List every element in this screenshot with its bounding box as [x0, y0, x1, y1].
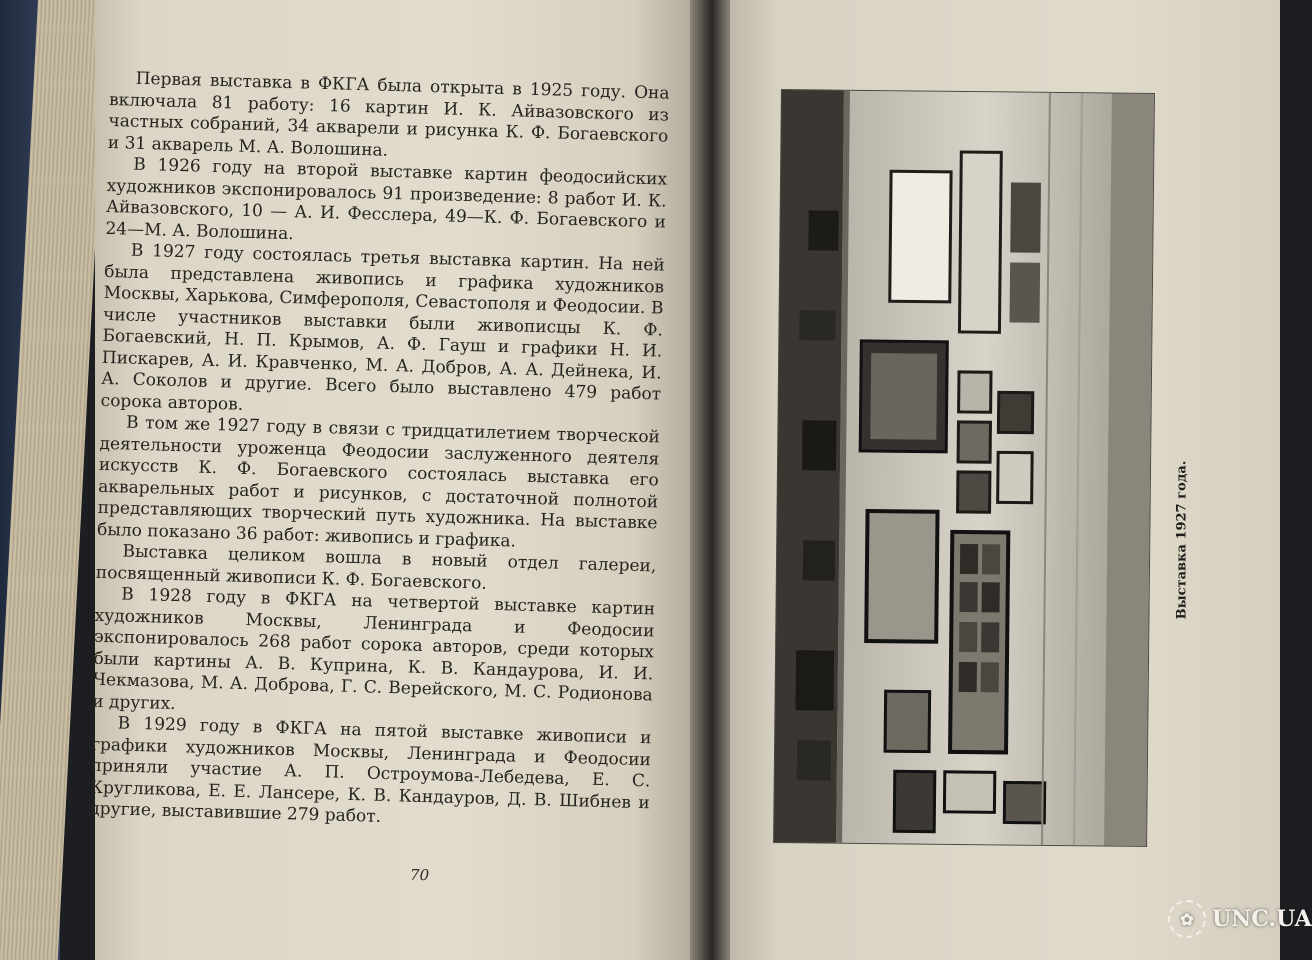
photo-caption: Выставка 1927 года. [1174, 460, 1190, 620]
paragraph-1: Первая выставка в ФКГА была открыта в 1925 году. Она включала 81 работу: 16 картин И. К. Айвазовского из частных собраний, 34 акварели и рисунка К. Ф. Богаевского и 31 акварель М. А. Волошина. [107, 68, 670, 161]
paragraph-6: В 1928 году в ФКГА на четвертой выставке картин художников Москвы, Ленинграда и Феодосии экспонировалось 268 работ сорока авторов, среди которых были картины А. В. Куприна, К. В. Кандаурова, И. И. Чекмазова, М. А. Доброва, Г. С. Верейского, М. С. Родионова и других. [92, 584, 656, 714]
watermark [1168, 900, 1312, 938]
page-number: 70 [409, 865, 430, 885]
exhibition-hall-image [774, 90, 1154, 846]
watermark-seal-icon: ✿ [1168, 900, 1206, 938]
left-page-text [89, 68, 670, 836]
paragraph-7: В 1929 году в ФКГА на пятой выставке живописи и графики художников Москвы, Ленинграда и Феодосии приняли участие А. П. Остроумова-Лебедева, Е. С. Кругликова, Е. Е. Лансере, К. В. Кандауров, Д. В. Шибнев и другие, выставившие 279 работ. [89, 713, 652, 827]
book-gutter [690, 0, 730, 960]
paragraph-2: В 1926 году на второй выставке картин феодосийских художников экспонировалось 91 произведение: 8 работ И. К. Айвазовского, 10 — А. И. Фесслера, 49—К. Ф. Богаевского и 24—М. А. Волошина. [105, 154, 668, 244]
paragraph-3: В 1927 году состоялась третья выставка картин. На ней была представлена живопись и графика художников Москвы, Харькова, Симферополя, Севастополя и Феодосии. В числе участников выставки были живописцы К. Ф. Богаевский, Н. П. Крымов, А. Ф. Гауш и графики Н. И. Пискарев, А. И. Кравченко, М. А. Добров, А. А. Дейнека, И. А. Соколов и другие. Всего было выставлено 479 работ сорока авторов. [100, 240, 665, 415]
watermark-text: UNC.UA [1212, 906, 1312, 932]
paragraph-4: В том же 1927 году в связи с тридцатилетием творческой деятельности уроженца Феодосии заслуженного деятеля искусств К. Ф. Богаевского состоялась выставка его акварельных работ и рисунков, с достаточной полнотой представляющих творческий путь художника. На выставке было показано 36 работ: живопись и графика. [96, 412, 661, 552]
exhibition-photo [774, 90, 1154, 846]
paragraph-5: Выставка целиком вошла в новый отдел галереи, посвященный живописи К. Ф. Богаевского. [95, 541, 657, 594]
